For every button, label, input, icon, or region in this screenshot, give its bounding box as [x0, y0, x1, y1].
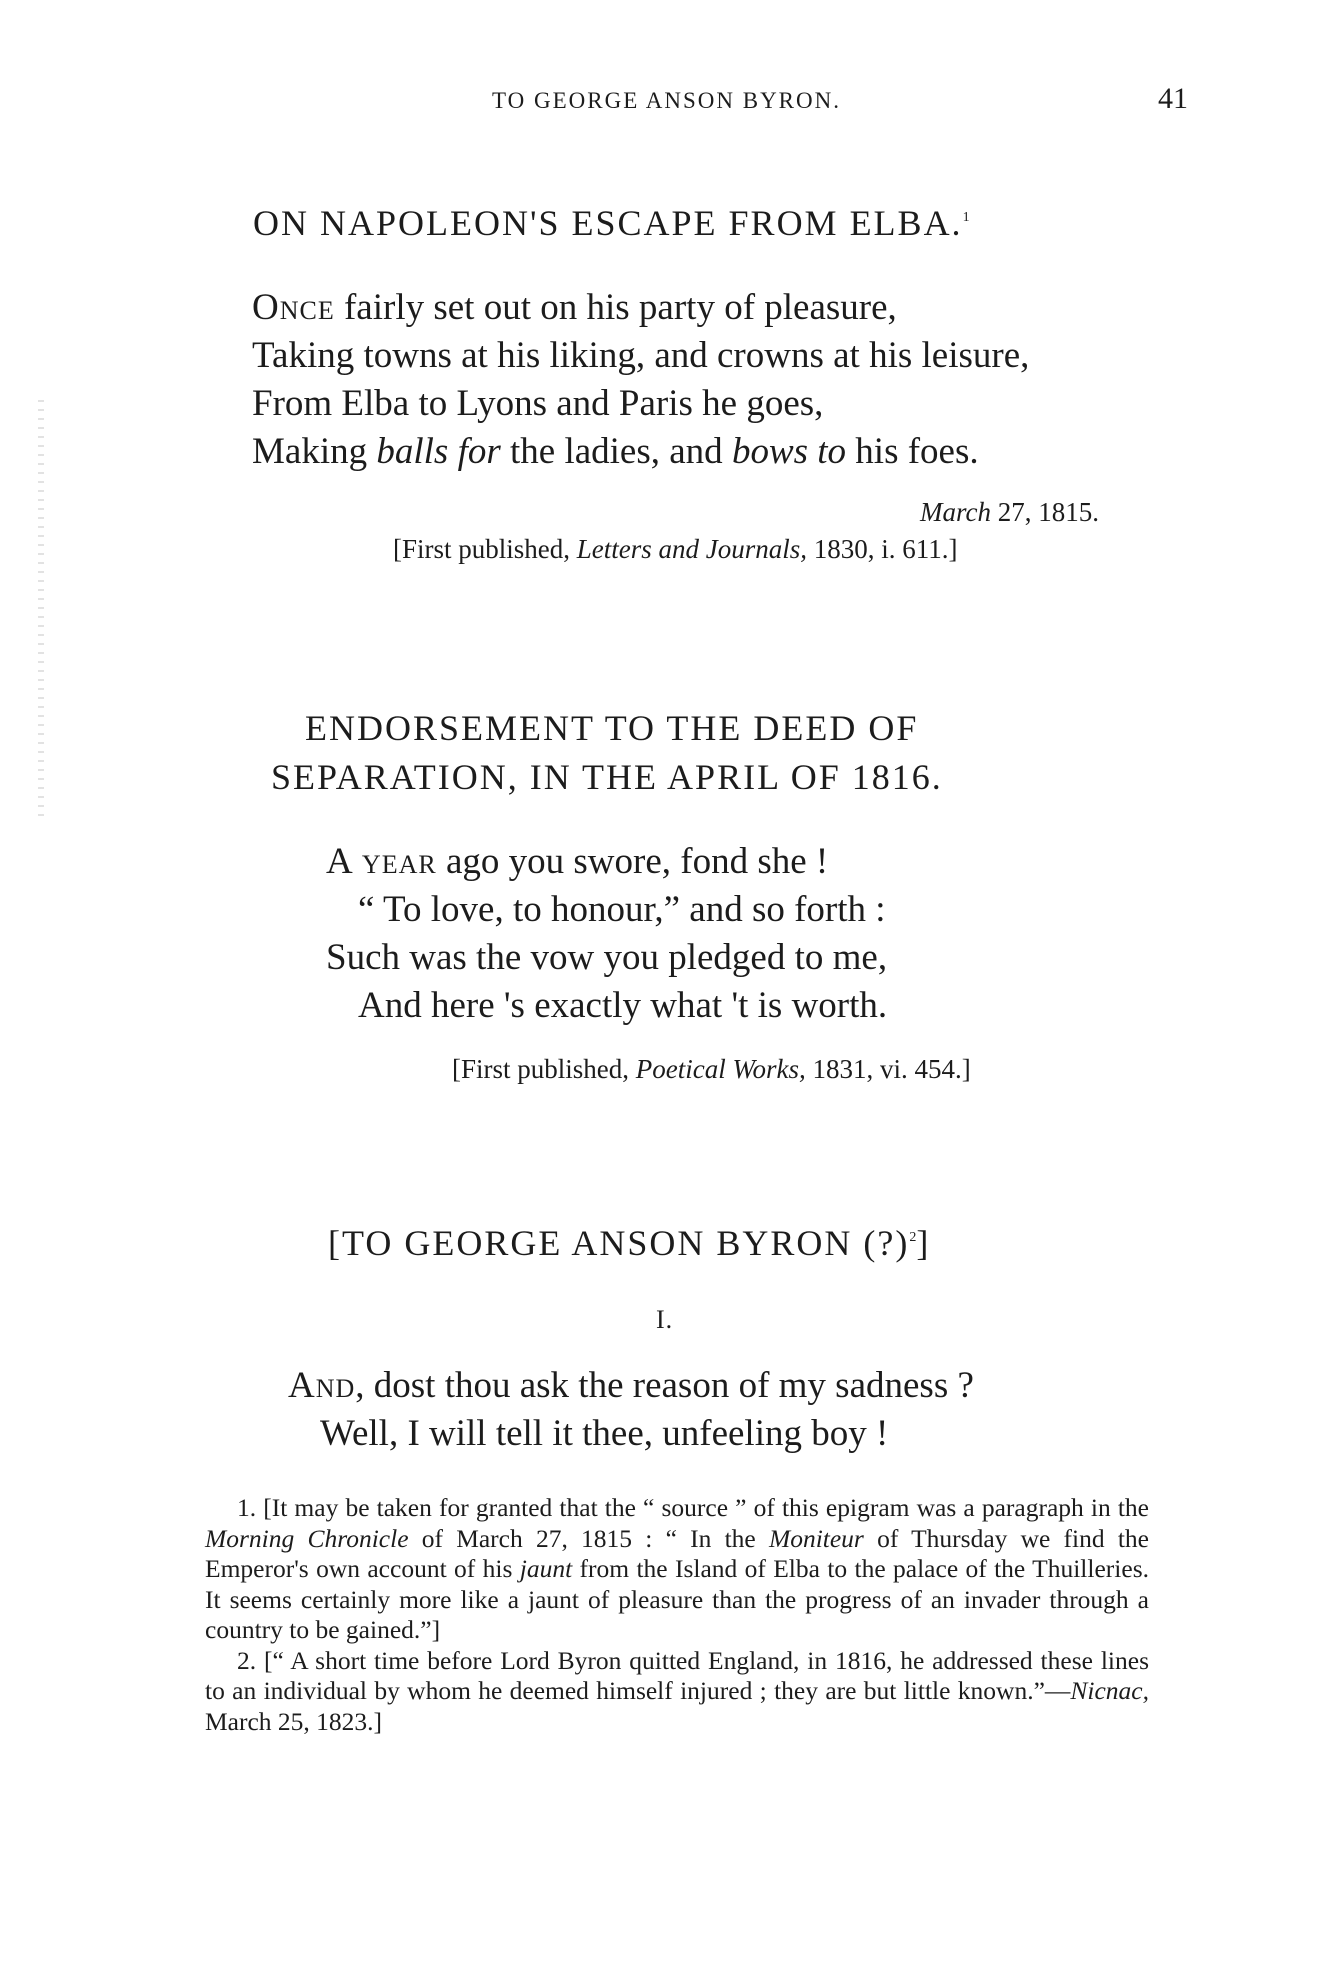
- verse-line: [288, 1362, 974, 1410]
- poem2-title-line1: ENDORSEMENT TO THE DEED OF: [305, 708, 919, 748]
- poem1-verse: [252, 284, 1029, 476]
- verse-line: [252, 284, 1029, 332]
- poem1-title-text: ON NAPOLEON'S ESCAPE FROM ELBA.: [253, 203, 963, 243]
- verse-lead-word: A year: [326, 841, 437, 882]
- verse-italic: balls for: [376, 431, 501, 472]
- poem2-verse: [326, 838, 887, 1030]
- verse-text: his foes.: [846, 431, 979, 472]
- pub-text: 1831, vi. 454.]: [805, 1054, 971, 1084]
- verse-italic: bows to: [731, 431, 847, 472]
- poem3-title-close: ]: [916, 1223, 931, 1263]
- footnotes: [205, 1493, 1149, 1737]
- footnote-text: of Thursday we find the Emperor's own account of his: [205, 1523, 1150, 1583]
- verse-lead-word: And: [288, 1365, 356, 1406]
- footnote-text: 2. [“ A short time before Lord Byron quitted England, in 1816, he addressed these lines to an individual by whom he deemed himself injured ; they are but little known.”—: [205, 1645, 1149, 1705]
- footnote-ref-1: 1: [962, 210, 970, 225]
- verse-line: Such was the vow you pledged to me,: [326, 937, 888, 978]
- date-rest: 27, 1815.: [990, 497, 1099, 527]
- date-month: March: [920, 497, 991, 527]
- pub-title: Poetical Works,: [635, 1054, 806, 1084]
- verse-text: , dost thou ask the reason of my sadness ?: [355, 1365, 974, 1406]
- footnote-italic: jaunt: [519, 1554, 573, 1583]
- poem3-verse: [288, 1362, 974, 1458]
- poem2-title-line2: SEPARATION, IN THE APRIL OF 1816.: [271, 757, 943, 797]
- footnote-ref-2: 2: [909, 1230, 917, 1245]
- poem1-publication-note: [393, 534, 958, 565]
- verse-lead-word: Once: [252, 287, 335, 328]
- verse-text: Making: [252, 431, 377, 472]
- pub-text: 1830, i. 611.]: [807, 534, 958, 564]
- verse-line: Taking towns at his liking, and crowns at his leisure,: [252, 335, 1030, 376]
- page-number: 41: [1158, 82, 1188, 115]
- poem1-date: [920, 497, 1099, 528]
- footnote-2: [205, 1646, 1149, 1738]
- footnote-italic: Moniteur: [768, 1523, 864, 1553]
- poem1-title: [253, 202, 970, 244]
- verse-text: ago you swore, fond she !: [436, 841, 829, 882]
- verse-text: fairly set out on his party of pleasure,: [334, 287, 897, 328]
- verse-line: [326, 838, 887, 886]
- footnote-italic: Morning Chronicle: [205, 1523, 409, 1553]
- verse-text: the ladies, and: [500, 431, 732, 472]
- verse-line: [252, 428, 1029, 476]
- page-scan-speckle: [38, 400, 44, 820]
- verse-line: Well, I will tell it thee, unfeeling boy !: [320, 1413, 889, 1454]
- verse-line: And here 's exactly what 't is worth.: [358, 985, 888, 1026]
- footnote-text: 1. [It may be taken for granted that the “ source ” of this epigram was a paragraph in the: [237, 1493, 1149, 1522]
- verse-line: From Elba to Lyons and Paris he goes,: [252, 383, 824, 424]
- footnote-italic: Nicnac,: [1070, 1676, 1149, 1705]
- pub-text: [First published,: [452, 1054, 636, 1084]
- running-title: TO GEORGE ANSON BYRON.: [492, 88, 841, 113]
- pub-text: [First published,: [393, 534, 577, 564]
- footnote-text: of March 27, 1815 : “ In the: [408, 1523, 769, 1553]
- poem3-title-text: [TO GEORGE ANSON BYRON (?): [328, 1223, 910, 1263]
- footnote-1: [205, 1493, 1149, 1646]
- footnote-text: March 25, 1823.]: [205, 1706, 383, 1736]
- verse-line: “ To love, to honour,” and so forth :: [358, 889, 886, 930]
- poem2-publication-note: [452, 1054, 971, 1085]
- poem3-title: [328, 1222, 930, 1264]
- footnote-text: from the Island of Elba to the palace of the Thuilleries. It seems certainly more like a jaunt of pleasure than the progress of an invader through a country to be gained.”]: [205, 1554, 1149, 1644]
- pub-title: Letters and Journals,: [576, 534, 808, 564]
- stanza-number: I.: [656, 1305, 674, 1334]
